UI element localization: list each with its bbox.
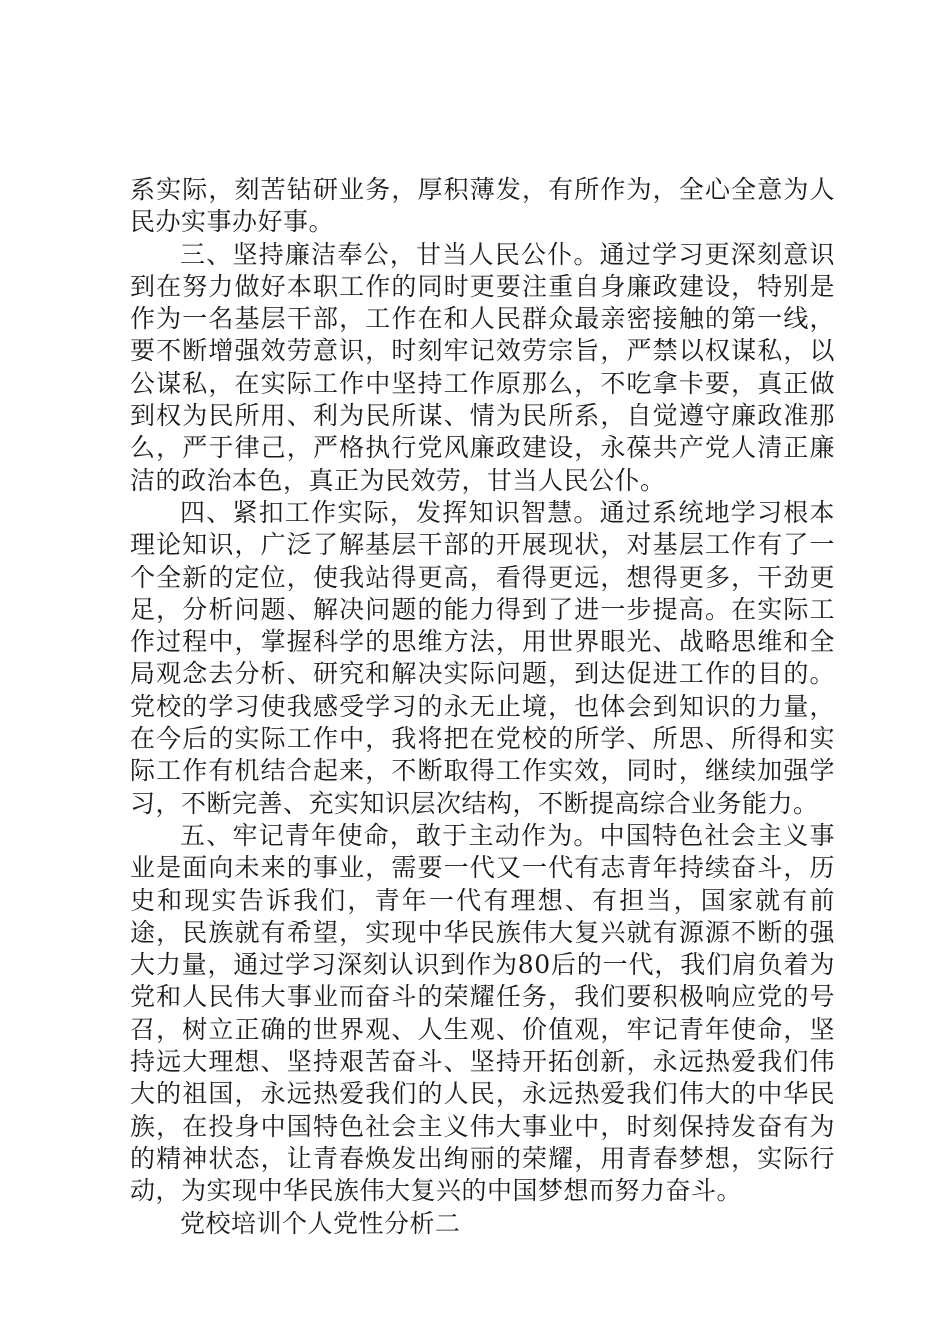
- paragraph-continuation: 系实际，刻苦钻研业务，厚积薄发，有所作为，全心全意为人民办实事办好事。: [130, 175, 835, 237]
- paragraph-section-four: 四、紧扣工作实际，发挥知识智慧。通过系统地学习根本理论知识，广泛了解基层干部的开展现状，对基层工作有了一个全新的定位，使我站得更高，看得更远，想得更多，干劲更足，分析问题、解决问题的能力得到了进一步提高。在实际工作过程中，掌握科学的思维方法，用世界眼光、战略思维和全局观念去分析、研究和解决实际问题，到达促进工作的目的。党校的学习使我感受学习的永无止境，也体会到知识的力量，在今后的实际工作中，我将把在党校的所学、所思、所得和实际工作有机结合起来，不断取得工作实效，同时，继续加强学习，不断完善、充实知识层次结构，不断提高综合业务能力。: [130, 497, 835, 818]
- document-subtitle: 党校培训个人党性分析二: [180, 1208, 461, 1238]
- document-page: [130, 174, 835, 1240]
- paragraph-section-five: 五、牢记青年使命，敢于主动作为。中国特色社会主义事业是面向未来的事业，需要一代又一代有志青年持续奋斗，历史和现实告诉我们，青年一代有理想、有担当，国家就有前途，民族就有希望，实现中华民族伟大复兴就有源源不断的强大力量，通过学习深刻认识到作为80后的一代，我们肩负着为党和人民伟大事业而奋斗的荣耀任务，我们要积极响应党的号召，树立正确的世界观、人生观、价值观，牢记青年使命，坚持远大理想、坚持艰苦奋斗、坚持开拓创新，永远热爱我们伟大的祖国，永远热爱我们的人民，永远热爱我们伟大的中华民族，在投身中国特色社会主义伟大事业中，时刻保持发奋有为的精神状态，让青春焕发出绚丽的荣耀，用青春梦想，实际行动，为实现中华民族伟大复兴的中国梦想而努力奋斗。: [130, 820, 835, 1206]
- paragraph-section-three: 三、坚持廉洁奉公，甘当人民公仆。通过学习更深刻意识到在努力做好本职工作的同时更要注重自身廉政建设，特别是作为一名基层干部，工作在和人民群众最亲密接触的第一线，要不断增强效劳意识，时刻牢记效劳宗旨，严禁以权谋私，以公谋私，在实际工作中坚持工作原那么，不吃拿卡要，真正做到权为民所用、利为民所谋、情为民所系，自觉遵守廉政准那么，严于律己，严格执行党风廉政建设，永葆共产党人清正廉洁的政治本色，真正为民效劳，甘当人民公仆。: [130, 239, 835, 495]
